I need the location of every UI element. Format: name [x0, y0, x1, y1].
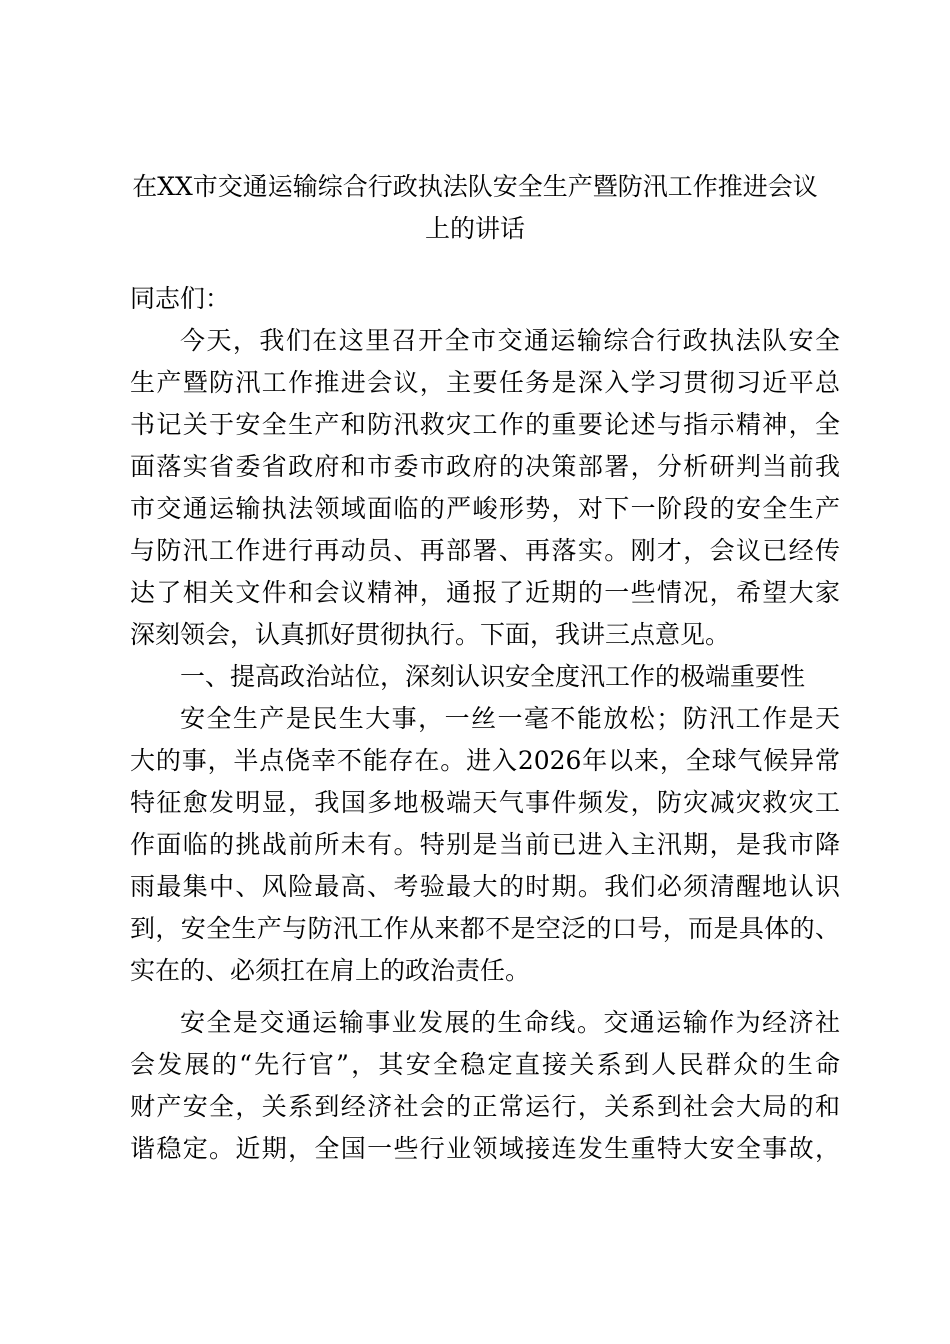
body-line: 实在的、必须扛在肩上的政治责任。 [130, 956, 531, 985]
document-title-line-2: 上的讲话 [424, 214, 525, 243]
body-line: 面落实省委省政府和市委市政府的决策部署，分析研判当前我 [130, 452, 840, 481]
body-line: 生产暨防汛工作推进会议，主要任务是深入学习贯彻习近平总 [130, 368, 840, 397]
body-line: 谐稳定。近期，全国一些行业领域接连发生重特大安全事故， [130, 1134, 840, 1163]
body-line: 深刻领会，认真抓好贯彻执行。下面，我讲三点意见。 [130, 620, 731, 649]
body-line: 安全是交通运输事业发展的生命线。交通运输作为经济社 [180, 1008, 840, 1037]
body-line: 雨最集中、风险最高、考验最大的时期。我们必须清醒地认识 [130, 872, 840, 901]
section-heading: 一、提高政治站位，深刻认识安全度汛工作的极端重要性 [180, 662, 806, 691]
body-line: 与防汛工作进行再动员、再部署、再落实。刚才，会议已经传 [130, 536, 840, 565]
body-line: 特征愈发明显，我国多地极端天气事件频发，防灾减灾救灾工 [130, 788, 840, 817]
body-line: 安全生产是民生大事，一丝一毫不能放松；防汛工作是天 [180, 704, 840, 733]
body-line: 市交通运输执法领域面临的严峻形势，对下一阶段的安全生产 [130, 494, 840, 523]
body-line: 达了相关文件和会议精神，通报了近期的一些情况，希望大家 [130, 578, 840, 607]
body-line: 书记关于安全生产和防汛救灾工作的重要论述与指示精神，全 [130, 410, 840, 439]
document-title-line-1: 在XX市交通运输综合行政执法队安全生产暨防汛工作推进会议 [132, 172, 818, 201]
body-line: 财产安全，关系到经济社会的正常运行，关系到社会大局的和 [130, 1092, 840, 1121]
body-line: 今天，我们在这里召开全市交通运输综合行政执法队安全 [180, 326, 840, 355]
body-line: 大的事，半点侥幸不能存在。进入2026年以来，全球气候异常 [130, 746, 840, 775]
salutation: 同志们： [130, 284, 231, 313]
body-line: 作面临的挑战前所未有。特别是当前已进入主汛期，是我市降 [130, 830, 840, 859]
body-line: 会发展的“先行官”，其安全稳定直接关系到人民群众的生命 [130, 1050, 840, 1079]
body-line: 到，安全生产与防汛工作从来都不是空泛的口号，而是具体的、 [130, 914, 840, 943]
